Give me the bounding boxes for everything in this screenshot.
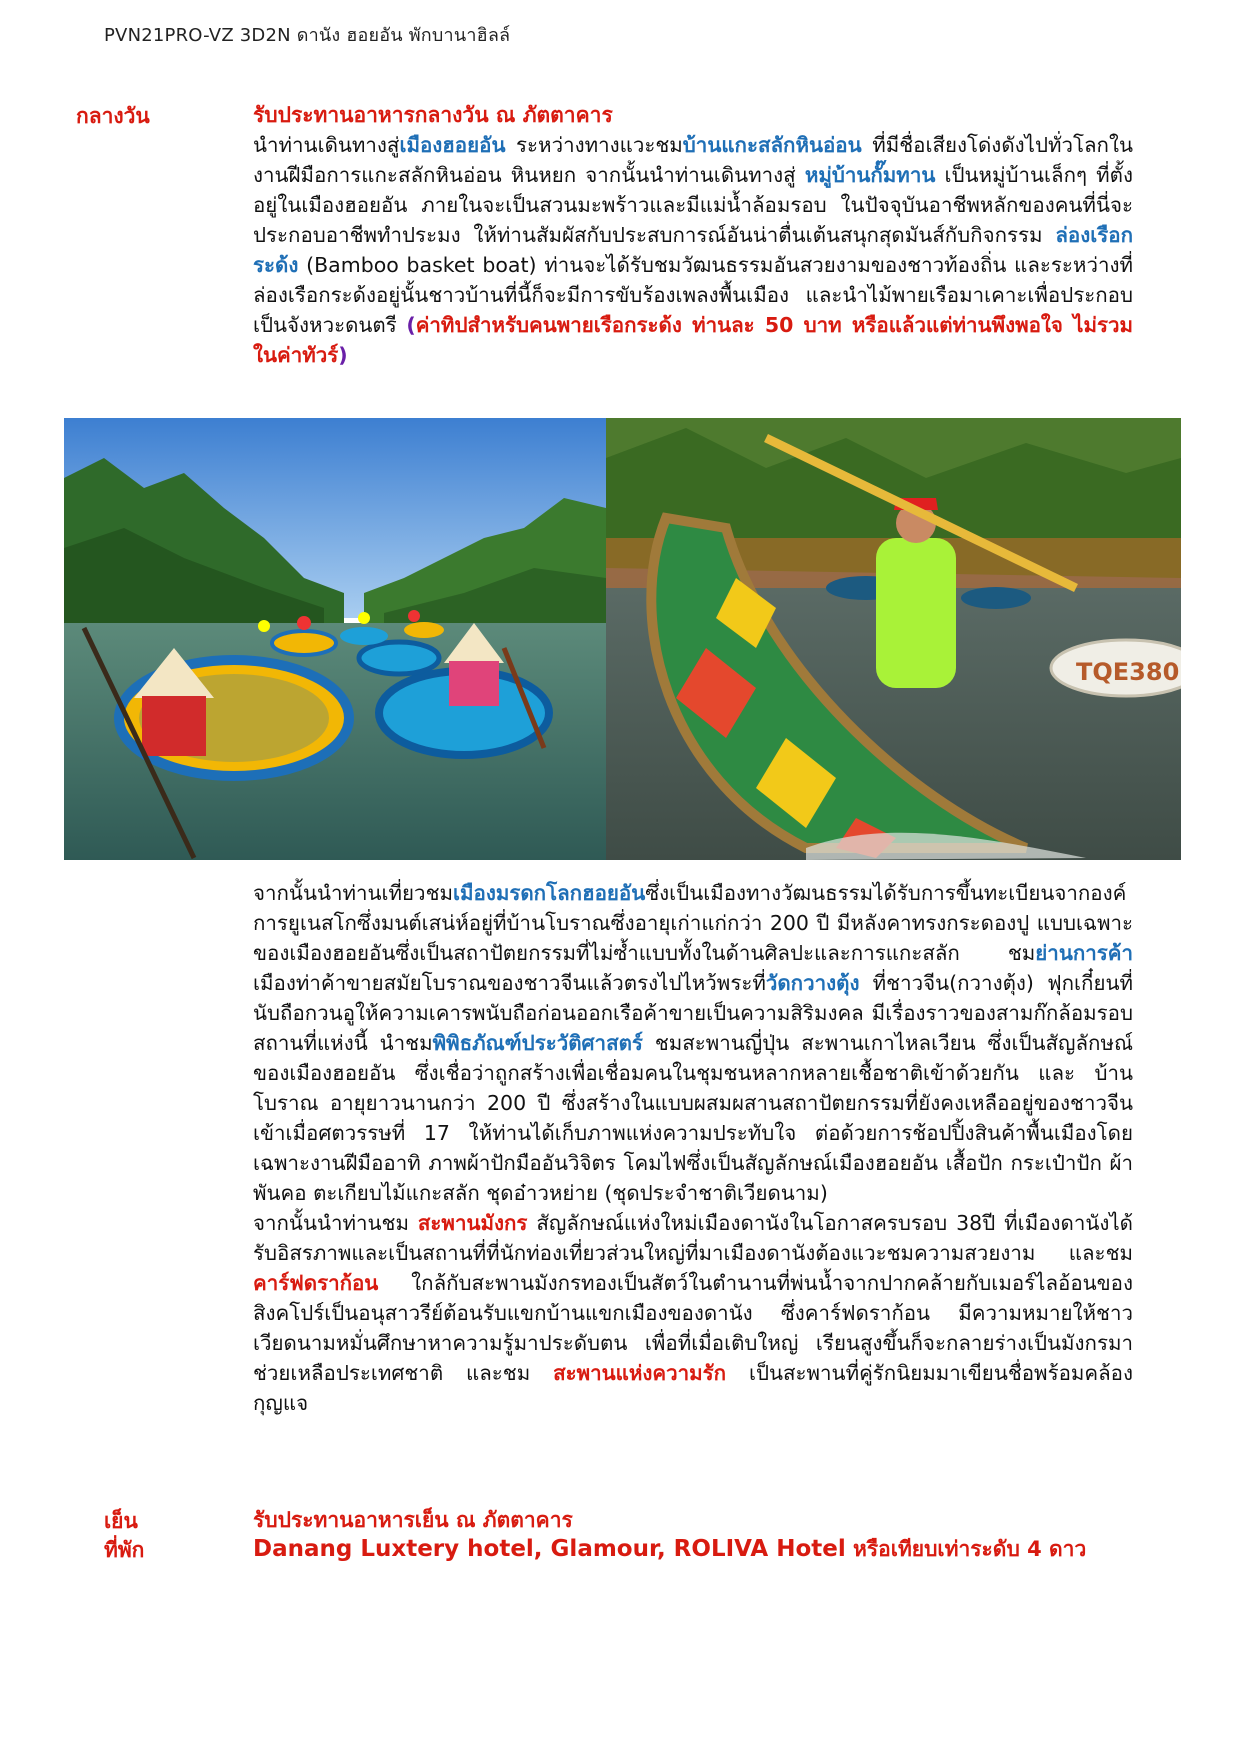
hoian-paragraph: [253, 878, 1133, 1208]
text: สัญลักษณ์แห่งใหม่เมืองดานังในโอกาสครบรอบ 38ปี ที่เมืองดานังได้รับอิสรภาพและเป็นสถานที่ที่นักท่องเที่ยวส่วนใหญ่ที่มาเมืองดานังต้องแวะชมความสวยงาม และชม: [253, 1211, 1133, 1265]
text: ชมสะพานญี่ปุ่น สะพานเกาไหลเวียน ซึ่งเป็นสัญลักษณ์ของเมืองฮอยอัน ซึ่งเชื่อว่าถูกสร้างเพื่อเชื่อมคนในชุมชนหลากหลายเชื้อชาติเข้าด้วยกัน และ บ้านโบราณ อายุยาวนานกว่า 200 ปี ซึ่งสร้างในแบบผสมผสานสถาปัตยกรรมที่ยังคงเหลืออยู่ของชาวจีนเข้าเมื่อศตวรรษที่ 17 ให้ท่านได้เก็บภาพแห่งความประทับใจ ต่อด้วยการช้อปปิ้งสินค้าพื้นเมืองโดยเฉพาะงานฝีมืออาทิ ภาพผ้าปักมืออันวิจิตร โคมไฟซึ่งเป็นสัญลักษณ์เมืองฮอยอัน เสื้อปัก กระเป๋าปัก ผ้าพันคอ ตะเกียบไม้แกะสลัก ชุดอ๋าวหย่าย (ชุดประจำชาติเวียดนาม): [253, 1031, 1133, 1205]
highlight-love-bridge: สะพานแห่งความรัก: [553, 1361, 727, 1385]
text: เมืองท่าค้าขายสมัยโบราณของชาวจีนแล้วตรงไปไหว้พระที่: [253, 971, 766, 995]
highlight-camthanh-village: หมู่บ้านกั๊มทาน: [804, 163, 936, 187]
text: ที่ชาวจีน(กวางตุ้ง) ฟุกเกี๋ยนที่นับถือกวนอูให้ความเคารพนับถือก่อนออกเรือค้าขายเป็นความสิริมงคล มีเรื่องราวของสามก๊กล้อมรอบสถานที่แห่งนี้ นำชม: [253, 971, 1133, 1055]
basket-boat-spinning-photo: [606, 418, 1181, 860]
text: ใกล้กับสะพานมังกรทองเป็นสัตว์ในตำนานที่พ่นน้ำจากปากคล้ายกับเมอร์ไลอ้อนของสิงคโปร์เป็นอนุสาวรีย์ต้อนรับแขกบ้านแขกเมืองของดานัง ซึ่งคาร์ฟดราก้อน มีความหมายให้ชาวเวียดนามหมั่นศึกษาหาความรู้มาประดับตน เพื่อที่เมื่อเติบใหญ่ เรียนสูงขึ้นก็จะกลายร่างเป็นมังกรมาช่วยเหลือประเทศชาติ และชม: [253, 1271, 1133, 1385]
text: ซึ่งเป็นเมืองทางวัฒนธรรมได้รับการขึ้นทะเบียนจากองค์การยูเนสโกซึ่งมนต์เสน่ห์อยู่ที่บ้านโบราณซึ่งอายุเก่าแก่กว่า 200 ปี มีหลังคาทรงกระดองปู แบบเฉพาะของเมืองฮอยอันซึ่งเป็นสถาปัตยกรรมที่ไม่ซ้ำแบบทั้งในด้านศิลปะและการแกะสลัก ชม: [253, 881, 1133, 965]
hotel-text: [253, 1534, 1133, 1564]
boat-number: TQE380: [1076, 658, 1180, 686]
highlight-marble-village: บ้านแกะสลักหินอ่อน: [682, 133, 862, 157]
basket-boats-river-photo: [64, 418, 606, 860]
text: นำท่านเดินทางสู่: [253, 133, 400, 157]
tip-note: ค่าทิปสำหรับคนพายเรือกระด้ง ท่านละ 50 บาท หรือแล้วแต่ท่านพึงพอใจ ไม่รวมในค่าทัวร์: [253, 313, 1133, 367]
document-header: PVN21PRO-VZ 3D2N ดานัง ฮอยอัน พักบานาฮิลล์: [104, 25, 511, 46]
hotel-heading: [253, 1534, 1133, 1564]
lunch-section: [253, 100, 1133, 370]
hotel-label: ที่พัก: [104, 1538, 145, 1562]
highlight-history-museum: พิพิธภัณฑ์ประวัติศาสตร์: [432, 1031, 643, 1055]
text: ระหว่างทางแวะชม: [505, 133, 683, 157]
highlight-hoian-heritage: เมืองมรดกโลกฮอยอัน: [453, 881, 646, 905]
dinner-heading: รับประทานอาหารเย็น ณ ภัตตาคาร: [253, 1508, 573, 1532]
hoian-section: [253, 878, 1133, 1418]
dragon-bridge-paragraph: [253, 1208, 1133, 1418]
text: เป็นหมู่บ้านเล็กๆ ที่ตั้งอยู่ในเมืองฮอยอัน ภายในจะเป็นสวนมะพร้าวและมีแม่น้ำล้อมรอบ ในปัจจุบันอาชีพหลักของคนที่นี่จะประกอบอาชีพทำประมง ให้ท่านสัมผัสกับประสบการณ์อันน่าตื่นเต้นสนุกสุดมันส์กับกิจกรรม: [253, 163, 1133, 247]
highlight-basket-boat: ล่องเรือกระด้ง: [253, 223, 1133, 277]
lunch-paragraph: [253, 130, 1133, 370]
highlight-dragon-bridge: สะพานมังกร: [417, 1211, 528, 1235]
highlight-carp-dragon: คาร์ฟดราก้อน: [253, 1271, 379, 1295]
hotel-names: Danang Luxtery hotel, Glamour, ROLIVA Hotel: [253, 1536, 846, 1562]
hotel-suffix: หรือเทียบเท่าระดับ 4 ดาว: [845, 1537, 1087, 1561]
text: จากนั้นนำท่านเที่ยวชม: [253, 881, 453, 905]
lunch-heading: รับประทานอาหารกลางวัน ณ ภัตตาคาร: [253, 103, 613, 127]
highlight-cantonese-temple: วัดกวางตุ้ง: [765, 971, 860, 995]
text: เป็นสะพานที่คู่รักนิยมมาเขียนชื่อพร้อมคล้องกุญแจ: [253, 1361, 1133, 1415]
lunch-label: กลางวัน: [76, 104, 150, 128]
dinner-text: [253, 1505, 1133, 1535]
text: จากนั้นนำท่านชม: [253, 1211, 418, 1235]
paren-open: (: [406, 313, 416, 337]
text: ที่มีชื่อเสียงโด่งดังไปทั่วโลกในงานฝีมือการแกะสลักหินอ่อน หินหยก จากนั้นนำท่านเดินทางสู่: [253, 133, 1133, 187]
highlight-hoian: เมืองฮอยอัน: [399, 133, 506, 157]
highlight-trade-district: ย่านการค้า: [1035, 941, 1133, 965]
dinner-label: เย็น: [104, 1509, 138, 1533]
text: (Bamboo basket boat) ท่านจะได้รับชมวัฒนธรรมอันสวยงามของชาวท้องถิ่น และระหว่างที่ล่องเรือกระด้งอยู่นั้นชาวบ้านที่นี้ก็จะมีการขับร้องเพลงพื้นเมือง และนำไม้พายเรือมาเคาะเพื่อประกอบเป็นจังหวะดนตรี: [253, 253, 1133, 337]
paren-close: ): [338, 343, 348, 367]
